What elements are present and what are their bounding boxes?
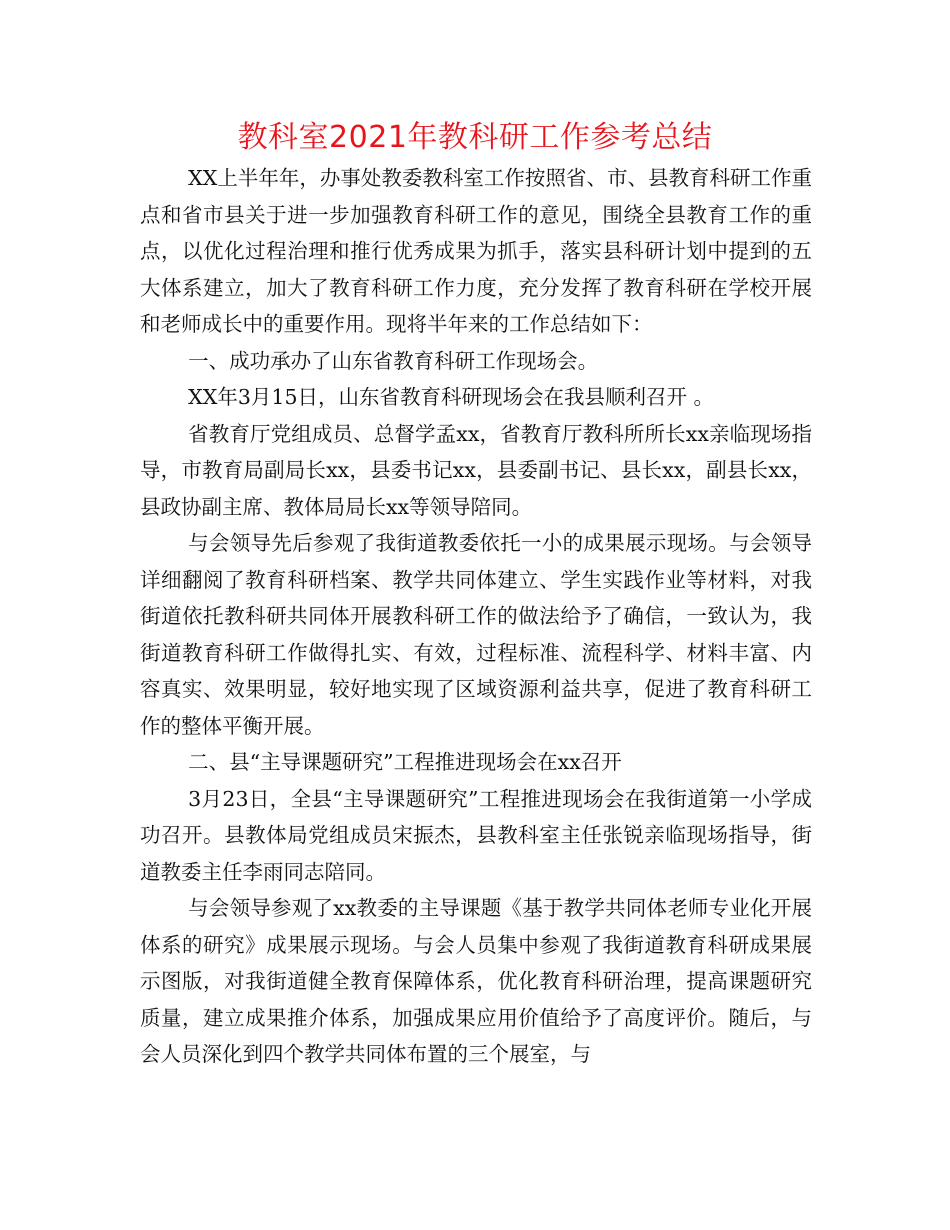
section-heading-1: 一、成功承办了山东省教育科研工作现场会。 [188,348,599,373]
paragraph-intro: XX上半年年，办事处教委教科室工作按照省、市、县教育科研工作重点和省市县关于进一步加强教育科研工作的意见，围绕全县教育工作的重点，以优化过程治理和推行优秀成果为抓手，落实县科研计划中提到的五大体系建立，加大了教育科研工作力度，充分发挥了教育科研在学校开展和老师成长中的重要作用。现将半年来的工作总结如下： [140,166,812,336]
paragraph-project-meeting: 3月23日，全县“主导课题研究”工程推进现场会在我街道第一小学成功召开。县教体局党组成员宋振杰，县教科室主任张锐亲临现场指导，街道教委主任李雨同志陪同。 [140,786,812,884]
paragraph-visit: 与会领导先后参观了我街道教委依托一小的成果展示现场。与会领导详细翻阅了教育科研档案、教学共同体建立、学生实践作业等材料，对我街道依托教科研共同体开展教科研工作的做法给予了确信，一致认为，我街道教育科研工作做得扎实、有效，过程标准、流程科学、材料丰富、内容真实、效果明显，较好地实现了区域资源利益共享，促进了教育科研工作的整体平衡开展。 [140,531,812,738]
document-body [140,160,812,1073]
paragraph-attendees: 省教育厅党组成员、总督学孟xx，省教育厅教科所所长xx亲临现场指导，市教育局副局长xx，县委书记xx，县委副书记、县长xx，副县长xx，县政协副主席、教体局局长xx等领导陪同。 [140,421,812,519]
section-heading-2: 二、县“主导课题研究”工程推进现场会在xx召开 [188,750,622,774]
paragraph-meeting-date: XX年3月15日，山东省教育科研现场会在我县顺利召开 。 [188,385,715,409]
paragraph-evaluation: 与会领导参观了xx教委的主导课题《基于教学共同体老师专业化开展体系的研究》成果展示现场。与会人员集中参观了我街道教育科研成果展示图版，对我街道健全教育保障体系，优化教育科研治理，提高课题研究质量，建立成果推介体系，加强成果应用价值给予了高度评价。随后，与会人员深化到四个教学共同体布置的三个展室，与 [140,896,812,1066]
document-title: 教科室2021年教科研工作参考总结 [237,120,713,155]
